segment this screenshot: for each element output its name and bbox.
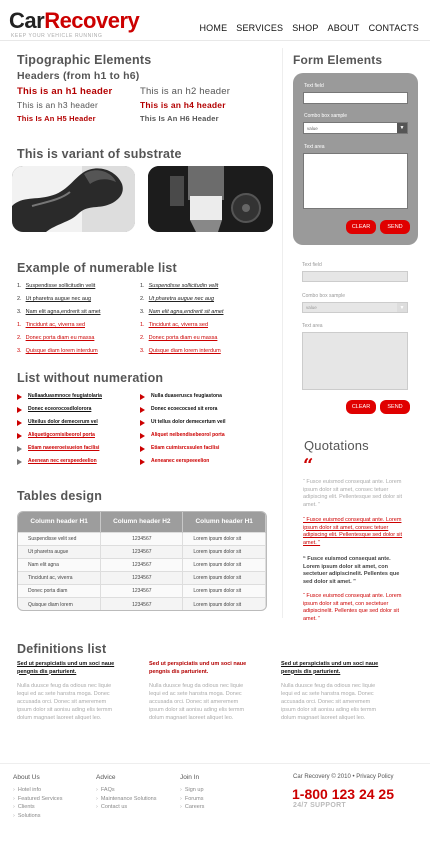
triangle-bullet-icon: [17, 394, 22, 400]
chevron-down-icon: ▼: [397, 303, 407, 312]
text-field-input[interactable]: [302, 271, 408, 282]
table-row: Tincidunt ac, viverra 1234567 Lorem ipsum dolor sit: [18, 572, 266, 585]
table-header: Column header H2: [101, 512, 183, 532]
quote: “ Fusce euismod consequat ante. Lorem ipsum dolor sit amet, consec tetuer adipiscing elit. Pellentesque sed dolor sit amet. ”: [303, 479, 403, 508]
triangle-bullet-icon: [17, 420, 22, 426]
text-area-label: Text area: [302, 323, 323, 329]
numbered-list-2: [140, 280, 224, 358]
footer-link[interactable]: › Sign up: [180, 786, 204, 795]
footer-link[interactable]: › Featured Services: [13, 795, 62, 804]
definition-item: [17, 661, 122, 722]
list-item[interactable]: Ut tellus dolor demecertum veil: [140, 416, 225, 429]
list-item[interactable]: Nulla duaseruscs feugiastona: [140, 390, 225, 403]
footer-link[interactable]: › Hotel info: [13, 786, 62, 795]
table-row: Quisque diam lorem 1234567 Lorem ipsum dolor sit: [18, 598, 266, 611]
arm-flex-photo: [12, 166, 135, 232]
list-item[interactable]: 2. Donec porta diam eu massa: [140, 335, 218, 341]
quote: “ Fusce euismod consequat ante. Lorem ipsum dolor sit amet, con sectetuer adipiscinelit. Pellentes que sed dolor sit amet. ”: [303, 556, 400, 585]
nav-home[interactable]: HOME: [199, 23, 228, 33]
list-item[interactable]: 2. Ut pharetra augue nec aug: [140, 296, 215, 302]
footer-link[interactable]: › Contact us: [96, 803, 157, 812]
list-item[interactable]: 1. Tincidunt ac, viverra sed: [140, 322, 208, 328]
definition-term[interactable]: Sed ut perspiciatis und um soci naue pengnis dis parturient.: [149, 661, 247, 675]
list-item[interactable]: 3. Quisque diam lorem interdum: [17, 348, 98, 354]
list-item[interactable]: 1. Tincidunt ac, viverra sed: [17, 322, 85, 328]
chevron-down-icon: ▼: [397, 123, 407, 133]
footer-divider: [0, 763, 430, 764]
quote: “ Fusce euismod consequat ante. Lorem ipsum dolor sit amet, con sectetuer adipiscinelit. Pellentes que sed dolor sit amet. ”: [303, 593, 402, 622]
list-item[interactable]: 1. Suspendisse sollicitudin velit: [140, 283, 219, 289]
table-row: Nam elit agna 1234567 Lorem ipsum dolor sit: [18, 558, 266, 571]
combo-value: value: [306, 305, 317, 310]
header-divider: [0, 40, 430, 41]
bullist-title: List without numeration: [17, 371, 164, 385]
footer-link[interactable]: › FAQs: [96, 786, 157, 795]
list-item[interactable]: 2. Ut pharetra augue nec aug: [17, 296, 92, 302]
list-item[interactable]: 3. Quisque diam lorem interdum: [140, 348, 221, 354]
nav-contacts[interactable]: CONTACTS: [368, 23, 419, 33]
table-row: Ut pharetra augue 1234567 Lorem ipsum dolor sit: [18, 545, 266, 558]
text-field-input[interactable]: [303, 92, 408, 104]
triangle-bullet-icon: [140, 459, 145, 465]
logo[interactable]: [9, 9, 139, 33]
footer-join-links: [180, 786, 204, 812]
numlist-title: Example of numerable list: [17, 261, 177, 275]
definition-desc: Nulla duusce feug da odious nec liquie lequi ed ac sete hanstra moga. Donec accusada orci. Donec sit ameremem ipsum dolor sit aonisu ading elis termm dolum magnaet laoreet aliquet leo.: [17, 683, 113, 721]
list-item[interactable]: Donec ecoecocsed sit erora: [140, 403, 225, 416]
data-table: [17, 511, 267, 611]
text-field-label: Text field: [302, 262, 322, 268]
combo-select[interactable]: [302, 302, 408, 313]
definitions-title: Definitions list: [17, 642, 107, 656]
footer-link[interactable]: › Clients: [13, 803, 62, 812]
h2-demo: This is an h2 header: [140, 86, 231, 97]
combo-label: Combo box sample: [304, 113, 348, 119]
nav-about[interactable]: ABOUT: [327, 23, 360, 33]
table-title: Tables design: [17, 489, 103, 503]
bullet-list-2: [140, 390, 225, 468]
list-item[interactable]: Ulteilus dolor demecerum vel: [17, 416, 102, 429]
list-item[interactable]: Donec eceorocosdlolorora: [17, 403, 102, 416]
text-area-input[interactable]: [302, 332, 408, 390]
footer-link[interactable]: › Maintenance Solutions: [96, 795, 157, 804]
footer-advice-links: [96, 786, 157, 812]
numbered-list-1: [17, 280, 101, 358]
definition-term[interactable]: Sed ut perspiciatis und um soci naue pengnis dis parturient.: [281, 661, 379, 675]
definition-item: [281, 661, 386, 722]
h3-demo: This is an h3 header: [17, 100, 99, 110]
text-area-label: Text area: [304, 144, 325, 150]
substrate-title: This is variant of substrate: [17, 147, 182, 161]
definition-term[interactable]: Sed ut perspiciatis und um soci naue pengnis dis parturient.: [17, 661, 115, 675]
triangle-bullet-icon: [140, 446, 145, 452]
quote[interactable]: “ Fusce euismod consequat ante. Lorem ipsum dolor sit amet, consec tetuer adipiscing elit. Pellentesque sed dolor sit amet. ”: [303, 517, 403, 546]
support-phone: 1-800 123 24 25: [292, 786, 394, 802]
text-area-input[interactable]: [303, 153, 408, 209]
definition-desc: Nulla duusce feug da odious nec liquie lequi ed ac sete hanstra moga. Donec accusada orci. Donec sit ameremem ipsum dolor sit aonisu ading elis termm dolum magnaet laoreet aliquet leo.: [149, 683, 245, 721]
tagline: KEEP YOUR VEHICLE RUNNING: [11, 33, 103, 39]
h1-demo: This is an h1 header: [17, 86, 113, 97]
forms-title: Form Elements: [293, 53, 383, 67]
h6-demo: This Is An H6 Header: [140, 114, 219, 123]
list-item[interactable]: Etiam cuimisrcssulen facilisi: [140, 442, 225, 455]
table-row: Donec porta diam 1234567 Lorem ipsum dolor sit: [18, 585, 266, 598]
send-button[interactable]: SEND: [380, 400, 410, 414]
combo-value: value: [307, 125, 318, 131]
top-nav: [199, 23, 419, 33]
logo-text-recovery: Recovery: [44, 8, 140, 33]
footer-link[interactable]: › Forums: [180, 795, 204, 804]
list-item[interactable]: Nullaaduasmnoce feugiatolaria: [17, 390, 102, 403]
definition-item: [149, 661, 254, 722]
triangle-bullet-icon: [17, 459, 22, 465]
logo-text-car: Car: [9, 8, 45, 33]
triangle-bullet-icon: [17, 446, 22, 452]
list-item[interactable]: Aliquet neibendisebeorol porta: [140, 429, 225, 442]
list-item[interactable]: 3. Nam elit agna,endrerit sit amet: [17, 309, 101, 315]
send-button[interactable]: SEND: [380, 220, 410, 234]
footer-join-heading: Join In: [180, 774, 200, 781]
table-header: Column header H1: [183, 512, 266, 532]
footer-about-heading: About Us: [13, 774, 40, 781]
list-item[interactable]: Aliquetigcornisibeorol porta: [17, 429, 102, 442]
bullet-list-1: [17, 390, 102, 468]
list-item[interactable]: Aeneanec eerspeeeelion: [140, 455, 225, 468]
list-item[interactable]: 1. Suspendisse sollicitudin velit: [17, 283, 96, 289]
footer-link[interactable]: › Solutions: [13, 812, 62, 821]
clear-button[interactable]: CLEAR: [346, 400, 376, 414]
list-item[interactable]: 2. Donec porta diam eu massa: [17, 335, 95, 341]
clear-button[interactable]: CLEAR: [346, 220, 376, 234]
combo-label: Combo box sample: [302, 293, 346, 299]
definition-desc: Nulla duusce feug da odious nec liquie lequi ed ac sete hanstra moga. Donec accusada orci. Donec sit ameremem ipsum dolor sit aonisu ading elis termm dolum magnaet laoreet aliquet leo.: [281, 683, 377, 721]
triangle-bullet-icon: [140, 433, 145, 439]
triangle-bullet-icon: [17, 407, 22, 413]
footer-link[interactable]: › Careers: [180, 803, 204, 812]
quotations-title: Quotations: [304, 438, 369, 453]
copyright: Car Recovery © 2010 • Privacy Policy: [293, 774, 394, 780]
combo-select[interactable]: [303, 122, 408, 134]
list-item[interactable]: Aeenean nec eerspeedeelion: [17, 455, 102, 468]
nav-shop[interactable]: SHOP: [292, 23, 319, 33]
typo-title: Tipographic Elements: [17, 53, 152, 67]
fitness-photo: [148, 166, 273, 232]
typo-subtitle: Headers (from h1 to h6): [17, 70, 140, 82]
triangle-bullet-icon: [140, 420, 145, 426]
table-row: Suspendisse velit sed 1234567 Lorem ipsum dolor sit: [18, 532, 266, 545]
dark-form-panel: [293, 73, 418, 245]
quote-mark-icon: “: [303, 455, 314, 476]
list-item[interactable]: Etiam naeeeroeisueion facilisi: [17, 442, 102, 455]
triangle-bullet-icon: [140, 407, 145, 413]
table-header: Column header H1: [18, 512, 101, 532]
footer-advice-heading: Advice: [96, 774, 116, 781]
footer-about-links: [13, 786, 62, 820]
h4-demo: This is an h4 header: [140, 100, 226, 110]
text-field-label: Text field: [304, 83, 324, 89]
list-item[interactable]: 3. Nam elit agna,endrerit sit amet: [140, 309, 224, 315]
nav-services[interactable]: SERVICES: [236, 23, 284, 33]
triangle-bullet-icon: [140, 394, 145, 400]
triangle-bullet-icon: [17, 433, 22, 439]
column-divider: [282, 48, 283, 618]
h5-demo: This Is An H5 Header: [17, 114, 96, 123]
support-label: 24/7 SUPPORT: [293, 802, 347, 809]
